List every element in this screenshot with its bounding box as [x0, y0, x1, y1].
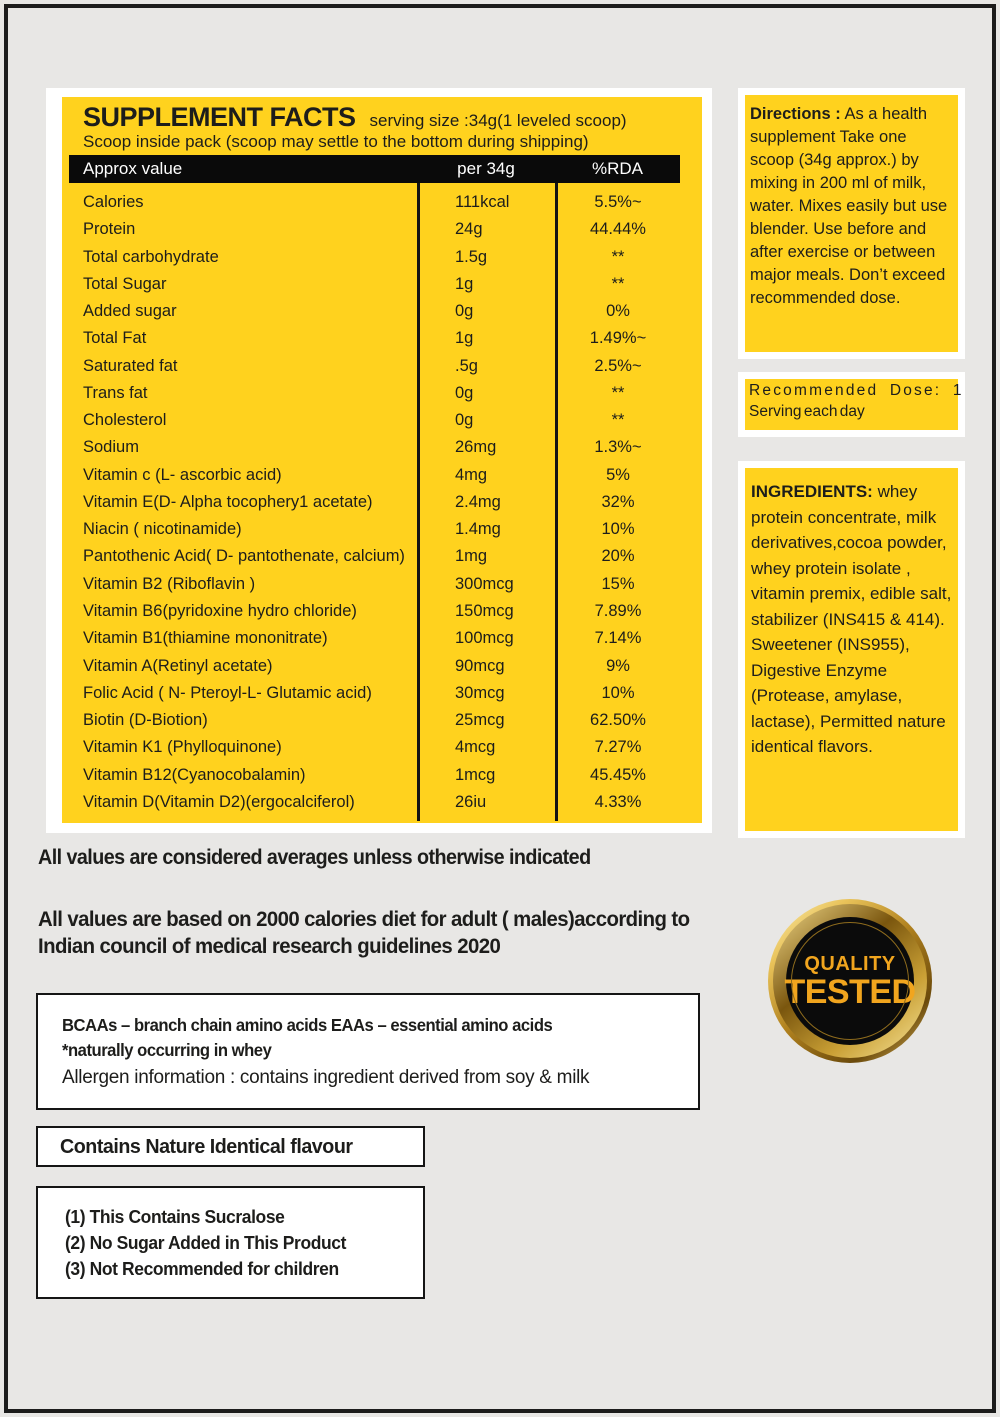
table-row: [62, 711, 702, 730]
nutrient-name: Vitamin B2 (Riboflavin ): [83, 574, 256, 593]
table-row: [62, 329, 702, 348]
table-row: [62, 629, 702, 648]
table-row: [62, 738, 702, 757]
calorie-basis-note: All values are based on 2000 calories diet for adult ( males)according to Indian council of medical research guidelines 2020: [38, 908, 690, 958]
nutrient-name: Vitamin E(D- Alpha tocophery1 acetate): [83, 492, 373, 511]
bcaa-definition: BCAAs – branch chain amino acids EAAs – essential amino acids: [62, 1015, 553, 1035]
table-row: [62, 466, 702, 485]
nutrient-rda-percent: 7.89%: [594, 601, 642, 620]
table-row: [62, 520, 702, 539]
nutrient-amount: 1mcg: [455, 765, 496, 784]
nutrient-rda-percent: 45.45%: [590, 765, 646, 784]
nutrient-name: Total carbohydrate: [83, 247, 219, 266]
nutrient-amount: 25mcg: [455, 711, 505, 730]
nutrient-amount: 1g: [455, 329, 474, 348]
nutrient-amount: 24g: [455, 220, 483, 239]
table-row: [62, 384, 702, 403]
nutrient-rda-percent: 7.27%: [594, 738, 642, 757]
nutrient-name: Vitamin B12(Cyanocobalamin): [83, 765, 306, 784]
nutrient-rda-percent: 5.5%~: [594, 193, 642, 211]
ingredients-body: whey protein concentrate, milk derivatives,cocoa powder, whey protein isolate , vitamin premix, edible salt, stabilizer (INS415 & 414). Sweetener (INS955), Digestive Enzyme (Protease, amylase, lactase), Permitted nature identical flavors.: [751, 482, 952, 756]
nutrient-amount: 300mcg: [455, 574, 514, 593]
header-per-34g: per 34g: [457, 159, 515, 178]
table-row: [62, 684, 702, 703]
nutrient-amount: 111kcal: [455, 193, 510, 211]
nutrient-rda-percent: 4.33%: [594, 792, 642, 811]
nutrient-rda-percent: 10%: [601, 683, 635, 702]
claim-line: (2) No Sugar Added in This Product: [65, 1232, 347, 1253]
claims-box: [36, 1186, 425, 1299]
table-row: [62, 793, 702, 812]
header-rda: %RDA: [591, 159, 643, 178]
nutrient-amount: 1.4mg: [455, 520, 501, 539]
nutrient-name: Cholesterol: [83, 411, 167, 430]
badge-tested-text: TESTED: [784, 973, 916, 1011]
nutrient-amount: 1.5g: [455, 247, 488, 266]
amino-acids-info-box: [36, 993, 700, 1110]
table-row: [62, 438, 702, 457]
nutrient-name: Vitamin D(Vitamin D2)(ergocalciferol): [83, 792, 355, 811]
nutrition-table-body: [62, 188, 702, 820]
directions-body: As a health supplement Take one scoop (34g approx.) by mixing in 200 ml of milk, water. Mixes easily but use blender. Use before and after exercise or between major meals. Don’t exceed recommended dose.: [750, 105, 948, 307]
nutrient-amount: 2.4mg: [455, 492, 501, 511]
nutrient-rda-percent: 0%: [606, 302, 630, 321]
nutrient-name: Vitamin A(Retinyl acetate): [83, 656, 273, 675]
table-row: [62, 493, 702, 512]
ingredients-box: [738, 461, 965, 838]
quality-tested-badge: [768, 899, 932, 1063]
allergen-information: Allergen information : contains ingredient derived from soy & milk: [62, 1067, 590, 1088]
naturally-occurring-note: *naturally occurring in whey: [62, 1040, 272, 1060]
directions-text: [750, 103, 955, 310]
table-row: [62, 220, 702, 239]
recommended-dose-box: [738, 372, 965, 437]
nutrient-amount: 30mcg: [455, 683, 505, 702]
nutrient-rda-percent: **: [611, 411, 625, 430]
nutrient-name: Niacin ( nicotinamide): [83, 520, 242, 539]
nutrient-name: Protein: [83, 220, 136, 239]
nutrient-amount: 4mg: [455, 465, 488, 484]
header-approx-value: Approx value: [83, 159, 183, 178]
scoop-note: Scoop inside pack (scoop may settle to the bottom during shipping): [83, 132, 589, 151]
flavour-text: Contains Nature Identical flavour: [60, 1134, 353, 1158]
table-row: [62, 547, 702, 566]
table-row: [62, 357, 702, 376]
table-row: [62, 275, 702, 294]
nutrient-name: Sodium: [83, 438, 139, 457]
nutrient-rda-percent: 10%: [601, 520, 635, 539]
nutrient-amount: 0g: [455, 411, 474, 430]
table-row: [62, 575, 702, 594]
nutrient-name: Biotin (D-Biotion): [83, 711, 208, 730]
ingredients-text: [751, 479, 957, 760]
nutrient-name: Vitamin K1 (Phylloquinone): [83, 738, 282, 757]
table-row: [62, 302, 702, 321]
badge-core: [786, 917, 914, 1045]
table-row: [62, 657, 702, 676]
nutrient-amount: 4mcg: [455, 738, 496, 757]
nutrient-rda-percent: 9%: [606, 656, 630, 675]
nutrient-rda-percent: 62.50%: [590, 711, 646, 730]
nutrient-amount: 26mg: [455, 438, 497, 457]
nutrient-name: Saturated fat: [83, 356, 178, 375]
nutrient-rda-percent: 44.44%: [590, 220, 646, 239]
nutrient-rda-percent: 2.5%~: [594, 356, 642, 375]
claim-line: (3) Not Recommended for children: [65, 1258, 339, 1279]
nutrient-name: Vitamin c (L- ascorbic acid): [83, 465, 282, 484]
nutrient-name: Added sugar: [83, 302, 177, 321]
nutrient-name: Vitamin B1(thiamine mononitrate): [83, 629, 328, 648]
nutrient-rda-percent: 15%: [601, 574, 635, 593]
recommended-dose-line2: Serving each day: [749, 403, 865, 420]
recommended-dose-line1: Recommended Dose: 1: [749, 382, 964, 399]
nutrient-rda-percent: 32%: [601, 492, 635, 511]
badge-gold-ring: [773, 904, 927, 1058]
nutrient-rda-percent: 7.14%: [594, 629, 642, 648]
claim-line: (1) This Contains Sucralose: [65, 1206, 285, 1227]
nutrient-amount: 1mg: [455, 547, 488, 566]
table-row: [62, 193, 702, 212]
nutrient-rda-percent: **: [611, 274, 625, 293]
table-header-bar: [69, 155, 680, 183]
nutrient-name: Trans fat: [83, 383, 148, 402]
nutrient-amount: 26iu: [455, 792, 487, 811]
table-row: [62, 411, 702, 430]
table-row: [62, 766, 702, 785]
nutrient-rda-percent: 20%: [601, 547, 635, 566]
supplement-facts-panel: [46, 88, 712, 833]
nutrient-rda-percent: 5%: [606, 465, 630, 484]
nutrient-amount: 0g: [455, 383, 474, 402]
nutrient-rda-percent: 1.3%~: [594, 438, 642, 457]
nutrient-rda-percent: 1.49%~: [589, 329, 647, 348]
directions-label: Directions :: [750, 105, 841, 123]
nutrient-amount: 150mcg: [455, 601, 514, 620]
nutrient-name: Calories: [83, 193, 144, 211]
panel-title: SUPPLEMENT FACTS: [83, 102, 356, 132]
nutrient-amount: 0g: [455, 302, 474, 321]
nutrient-name: Total Fat: [83, 329, 147, 348]
nutrient-name: Vitamin B6(pyridoxine hydro chloride): [83, 601, 357, 620]
nutrient-name: Folic Acid ( N- Pteroyl-L- Glutamic acid): [83, 683, 372, 702]
supplement-facts-header: [83, 102, 627, 133]
nutrient-amount: .5g: [455, 356, 478, 375]
table-row: [62, 602, 702, 621]
averages-note: All values are considered averages unless otherwise indicated: [38, 846, 591, 869]
nutrient-amount: 1g: [455, 274, 474, 293]
serving-size-text: serving size :34g(1 leveled scoop): [369, 111, 627, 130]
badge-quality-text: QUALITY: [804, 953, 896, 975]
directions-box: [738, 88, 965, 359]
nutrient-rda-percent: **: [611, 247, 625, 266]
nutrient-rda-percent: **: [611, 383, 625, 402]
nutrient-amount: 100mcg: [455, 629, 514, 648]
nutrient-amount: 90mcg: [455, 656, 505, 675]
table-row: [62, 248, 702, 267]
nutrient-name: Pantothenic Acid( D- pantothenate, calcium): [83, 547, 405, 566]
nutrient-name: Total Sugar: [83, 274, 167, 293]
ingredients-label: INGREDIENTS:: [751, 482, 873, 501]
flavour-box: [36, 1126, 425, 1167]
